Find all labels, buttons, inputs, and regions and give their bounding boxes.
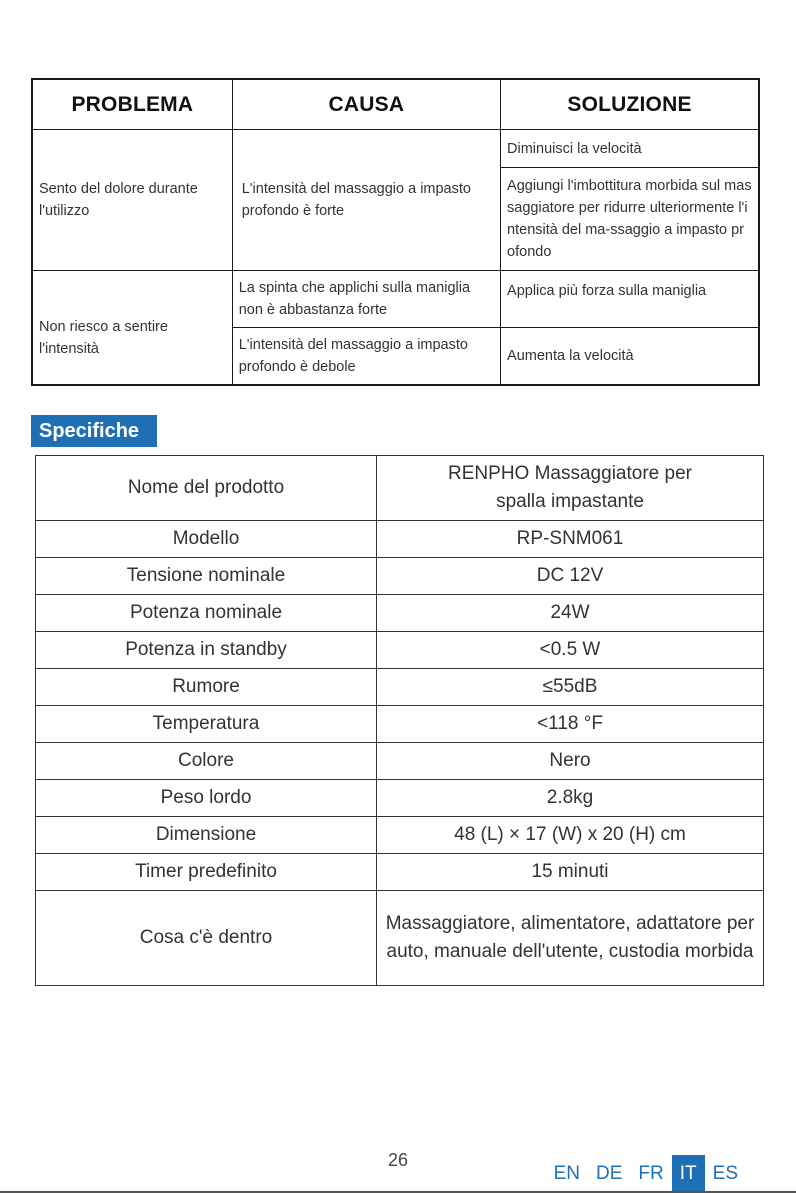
problem-cell: Sento del dolore durante l'utilizzo — [32, 130, 232, 271]
table-row — [32, 271, 759, 328]
table-row — [36, 595, 764, 632]
spec-label: Potenza in standby — [36, 632, 377, 669]
spec-label: Nome del prodotto — [36, 456, 377, 521]
spec-value: 2.8kg — [377, 780, 764, 817]
specs-table — [35, 455, 764, 986]
spec-label: Cosa c'è dentro — [36, 891, 377, 986]
spec-label: Tensione nominale — [36, 558, 377, 595]
spec-value: 15 minuti — [377, 854, 764, 891]
table-row — [36, 780, 764, 817]
table-row — [36, 558, 764, 595]
table-row — [36, 669, 764, 706]
spec-value: DC 12V — [377, 558, 764, 595]
lang-de[interactable]: DE — [596, 1163, 623, 1184]
spec-value: <118 °F — [377, 706, 764, 743]
table-row — [36, 632, 764, 669]
cause-cell: La spinta che applichi sulla maniglia non è abbastanza forte — [232, 271, 500, 328]
table-row — [32, 130, 759, 168]
table-row — [36, 891, 764, 986]
cause-cell: L'intensità del massaggio a impasto profondo è forte — [232, 130, 500, 271]
header-problema: PROBLEMA — [32, 79, 232, 130]
spec-label: Timer predefinito — [36, 854, 377, 891]
spec-value: Nero — [377, 743, 764, 780]
spec-value: 48 (L) × 17 (W) x 20 (H) cm — [377, 817, 764, 854]
spec-label: Potenza nominale — [36, 595, 377, 632]
spec-value: <0.5 W — [377, 632, 764, 669]
table-row — [36, 706, 764, 743]
spec-label: Dimensione — [36, 817, 377, 854]
table-row — [36, 817, 764, 854]
spec-label: Rumore — [36, 669, 377, 706]
spec-value: 24W — [377, 595, 764, 632]
header-causa: CAUSA — [232, 79, 500, 130]
table-row — [36, 456, 764, 521]
table-row — [36, 521, 764, 558]
header-soluzione: SOLUZIONE — [501, 79, 759, 130]
solution-cell: Applica più forza sulla maniglia — [501, 271, 759, 328]
spec-value: RENPHO Massaggiatore per spalla impastante — [377, 456, 764, 521]
problem-cell: Non riesco a sentire l'intensità — [32, 271, 232, 386]
spec-label: Peso lordo — [36, 780, 377, 817]
spec-label: Modello — [36, 521, 377, 558]
troubleshooting-header-row — [32, 79, 759, 130]
solution-cell: Aumenta la velocità — [501, 328, 759, 386]
language-selector — [546, 1155, 746, 1193]
spec-label: Temperatura — [36, 706, 377, 743]
solution-cell: Diminuisci la velocità — [501, 130, 759, 168]
solution-cell: Aggiungi l'imbottitura morbida sul massaggiatore per ridurre ulteriormente l'intensità del ma-ssaggio a impasto profondo — [501, 168, 759, 271]
lang-fr[interactable]: FR — [638, 1163, 664, 1184]
lang-es[interactable]: ES — [712, 1163, 738, 1184]
table-row — [36, 743, 764, 780]
cause-cell: L'intensità del massaggio a impasto profondo è debole — [232, 328, 500, 386]
table-row — [36, 854, 764, 891]
spec-label: Colore — [36, 743, 377, 780]
spec-value: Massaggiatore, alimentatore, adattatore per auto, manuale dell'utente, custodia morbida — [377, 891, 764, 986]
troubleshooting-table — [31, 78, 760, 386]
lang-en[interactable]: EN — [553, 1163, 581, 1184]
spec-value: RP-SNM061 — [377, 521, 764, 558]
lang-it[interactable]: IT — [672, 1155, 705, 1193]
section-title-specifiche: Specifiche — [31, 415, 157, 447]
page-number: 26 — [387, 1150, 409, 1170]
spec-value: ≤55dB — [377, 669, 764, 706]
